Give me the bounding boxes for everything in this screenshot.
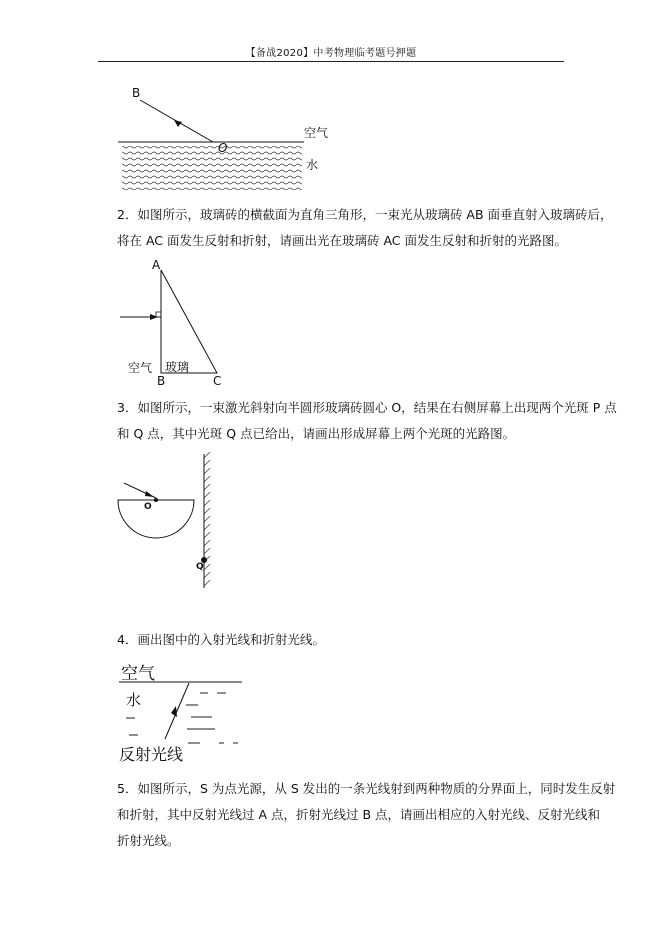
q5-line-2: 和折射，其中反射光线过 A 点，折射光线过 B 点，请画出相应的入射光线、反射光线和 xyxy=(117,807,601,822)
label-point-a: A xyxy=(152,258,161,272)
label-air: 空气 xyxy=(121,664,155,684)
label-point-b: B xyxy=(132,86,141,100)
right-angle-mark xyxy=(156,312,161,317)
q2-line-2: 将在 AC 面发生反射和折射，请画出光在玻璃砖 AC 面发生反射和折射的光路图。 xyxy=(117,233,568,248)
label-point-q: Q xyxy=(196,562,204,572)
incident-arrow xyxy=(150,314,158,320)
q3-line-2: 和 Q 点，其中光斑 Q 点已给出，请画出形成屏幕上两个光斑的光路图。 xyxy=(117,426,516,441)
water-pattern xyxy=(122,146,302,190)
figure-4 xyxy=(0,655,661,765)
label-glass: 玻璃 xyxy=(165,360,190,374)
label-point-o: O xyxy=(144,502,152,512)
figure-4-drawing xyxy=(0,655,661,765)
label-point-b: B xyxy=(157,374,166,388)
label-point-o: O xyxy=(218,141,228,155)
label-air: 空气 xyxy=(304,126,329,140)
figure-1-drawing xyxy=(0,0,661,200)
ray-arrow xyxy=(171,706,177,717)
semicircle-glass xyxy=(118,500,194,538)
center-dot xyxy=(154,498,158,502)
label-air: 空气 xyxy=(128,361,153,375)
q4-line-1: 4．画出图中的入射光线和折射光线。 xyxy=(117,632,325,647)
figure-3-drawing xyxy=(0,448,661,598)
figure-1 xyxy=(0,0,661,200)
label-water: 水 xyxy=(126,691,142,709)
incident-arrow xyxy=(145,491,154,497)
figure-2 xyxy=(0,250,661,390)
q5-line-1: 5．如图所示，S 为点光源，从 S 发出的一条光线射到两种物质的分界面上，同时发生反射 xyxy=(117,781,616,796)
label-water: 水 xyxy=(306,158,319,172)
screen-hatch xyxy=(204,452,210,586)
reflected-ray xyxy=(165,683,189,739)
q2-line-1: 2．如图所示，玻璃砖的横截面为直角三角形，一束光从玻璃砖 AB 面垂直射入玻璃砖后， xyxy=(117,207,613,222)
figure-2-drawing xyxy=(0,250,661,390)
figure-3 xyxy=(0,448,661,598)
label-point-c: C xyxy=(213,374,222,388)
q5-line-3: 折射光线。 xyxy=(117,833,180,848)
page-header: 【备战2020】中考物理临考题号押题 xyxy=(245,48,417,59)
q3-line-1: 3．如图所示，一束激光斜射向半圆形玻璃砖圆心 O，结果在右侧屏幕上出现两个光斑 P 点 xyxy=(117,400,617,415)
label-reflected-ray: 反射光线 xyxy=(119,745,184,764)
